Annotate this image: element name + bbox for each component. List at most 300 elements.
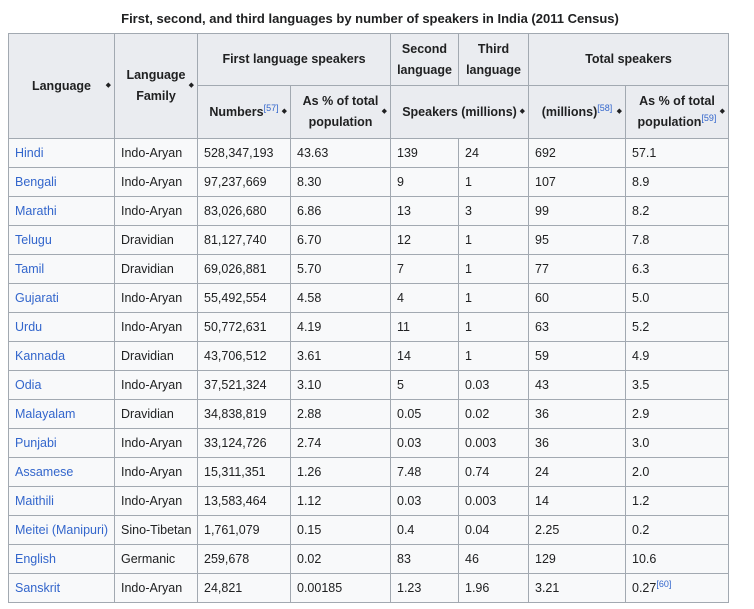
cell-family [115,139,198,168]
cell-second-language-value: 7 [397,262,404,276]
table-row [9,371,729,400]
cell-first-pct-value: 3.61 [297,349,322,363]
language-link[interactable]: Malayalam [15,407,76,421]
cell-first-numbers-value: 1,761,079 [204,523,260,537]
cell-third-language-value: 1 [465,320,472,334]
cell-total-millions-value: 36 [535,436,549,450]
cell-language [9,342,115,371]
cell-language [9,284,115,313]
header-total-pct-label: As % of total population [637,94,715,129]
cell-total-pct [626,255,729,284]
cell-third-language-value: 0.03 [465,378,490,392]
sort-icon[interactable]: ◆ [281,108,287,115]
cell-first-pct-value: 0.00185 [297,581,343,595]
cell-third-language-value: 1 [465,175,472,189]
cell-first-pct-value: 3.10 [297,378,322,392]
cell-total-pct [626,168,729,197]
cell-third-language [459,574,529,603]
cell-first-numbers-value: 55,492,554 [204,291,267,305]
language-link[interactable]: Sanskrit [15,581,61,595]
cell-total-millions-value: 107 [535,175,556,189]
cell-second-language [391,313,459,342]
cell-total-millions-value: 43 [535,378,549,392]
cell-first-numbers [198,458,291,487]
cell-first-numbers [198,139,291,168]
cell-first-pct [291,429,391,458]
cell-first-numbers-value: 528,347,193 [204,146,274,160]
cell-total-pct-value: 2.9 [632,407,650,421]
cell-third-language-value: 1 [465,233,472,247]
cell-total-millions [529,168,626,197]
cell-first-numbers-value: 13,583,464 [204,494,267,508]
cell-third-language [459,516,529,545]
cell-second-language-value: 0.03 [397,494,422,508]
cell-total-millions [529,371,626,400]
cell-third-language-value: 1 [465,262,472,276]
header-total-pct[interactable] [626,86,729,139]
cell-family-value: Sino-Tibetan [121,523,192,537]
header-speakers-millions-label: Speakers (millions) [402,104,517,119]
cell-language [9,487,115,516]
cell-family-value: Indo-Aryan [121,581,183,595]
cell-language [9,371,115,400]
language-link[interactable]: Marathi [15,204,57,218]
header-numbers-label: Numbers [209,104,264,119]
header-language-family-label: Language Family [126,68,186,103]
cell-first-numbers [198,487,291,516]
sort-icon[interactable]: ◆ [616,108,622,115]
cell-second-language [391,139,459,168]
cell-family-value: Indo-Aryan [121,175,183,189]
cell-second-language-value: 5 [397,378,404,392]
cell-third-language-value: 3 [465,204,472,218]
cell-total-millions-value: 24 [535,465,549,479]
cell-first-pct-value: 5.70 [297,262,322,276]
cell-family-value: Germanic [121,552,176,566]
citation-ref[interactable]: [58] [597,102,613,113]
cell-language [9,168,115,197]
cell-second-language [391,429,459,458]
cell-third-language-value: 46 [465,552,479,566]
cell-first-numbers [198,371,291,400]
cell-second-language [391,516,459,545]
cell-family-value: Dravidian [121,407,174,421]
cell-first-pct-value: 8.30 [297,175,322,189]
cell-first-numbers-value: 50,772,631 [204,320,267,334]
cell-second-language [391,197,459,226]
cell-total-pct [626,342,729,371]
cell-first-pct [291,458,391,487]
cell-second-language [391,458,459,487]
table-row [9,139,729,168]
cell-language [9,574,115,603]
cell-first-pct [291,574,391,603]
cell-family [115,400,198,429]
cell-first-pct [291,342,391,371]
cell-family [115,574,198,603]
cell-family-value: Indo-Aryan [121,291,183,305]
cell-total-millions-value: 692 [535,146,556,160]
language-link[interactable]: Assamese [15,465,74,479]
cell-total-millions-value: 129 [535,552,556,566]
cell-total-pct [626,139,729,168]
cell-language [9,226,115,255]
cell-first-pct-value: 4.19 [297,320,322,334]
cell-first-numbers [198,516,291,545]
cell-second-language [391,545,459,574]
cell-total-millions-value: 14 [535,494,549,508]
cell-second-language-value: 7.48 [397,465,422,479]
cell-total-millions [529,574,626,603]
cell-total-pct-value: 5.0 [632,291,650,305]
language-link-qualifier[interactable]: (Manipuri) [51,523,109,537]
cell-third-language-value: 0.02 [465,407,490,421]
table-row [9,574,729,603]
table-row [9,516,729,545]
language-link[interactable]: Gujarati [15,291,59,305]
cell-first-numbers-value: 83,026,680 [204,204,267,218]
cell-third-language-value: 1.96 [465,581,490,595]
cell-third-language [459,313,529,342]
cell-third-language [459,342,529,371]
table-row [9,168,729,197]
cell-second-language-value: 83 [397,552,411,566]
cell-first-numbers-value: 24,821 [204,581,243,595]
cell-first-numbers-value: 69,026,881 [204,262,267,276]
cell-second-language-value: 11 [397,320,410,334]
cell-total-millions [529,458,626,487]
sort-icon[interactable]: ◆ [381,108,387,115]
cell-total-pct [626,226,729,255]
cell-family [115,284,198,313]
table-row [9,400,729,429]
cell-second-language-value: 0.4 [397,523,415,537]
cell-first-pct [291,516,391,545]
cell-third-language [459,458,529,487]
header-language-family[interactable] [115,34,198,139]
cell-first-pct [291,168,391,197]
cell-family [115,342,198,371]
cell-family-value: Indo-Aryan [121,465,183,479]
cell-total-pct [626,545,729,574]
cell-third-language [459,197,529,226]
languages-table [8,33,729,603]
language-link[interactable]: Punjabi [15,436,57,450]
cell-first-numbers [198,313,291,342]
cell-total-pct-value: 10.6 [632,552,657,566]
cell-first-pct-value: 6.86 [297,204,322,218]
cell-second-language-value: 9 [397,175,404,189]
cell-total-millions [529,516,626,545]
cell-first-numbers [198,197,291,226]
header-total-millions-label: (millions) [541,104,598,119]
cell-family [115,516,198,545]
cell-second-language [391,168,459,197]
cell-family [115,226,198,255]
cell-first-pct [291,284,391,313]
cell-total-pct [626,284,729,313]
cell-total-millions-value: 63 [535,320,549,334]
cell-family [115,458,198,487]
cell-second-language-value: 1.23 [397,581,422,595]
cell-third-language [459,400,529,429]
cell-first-numbers-value: 81,127,740 [204,233,267,247]
cell-family-value: Indo-Aryan [121,436,183,450]
cell-total-millions [529,400,626,429]
cell-first-pct [291,400,391,429]
cell-total-pct-value: 0.27 [632,581,657,595]
cell-third-language-value: 0.003 [465,436,497,450]
cell-first-pct [291,487,391,516]
cell-third-language [459,284,529,313]
cell-third-language [459,371,529,400]
cell-second-language [391,400,459,429]
cell-total-millions [529,255,626,284]
cell-total-pct-value: 3.0 [632,436,650,450]
cell-second-language [391,487,459,516]
cell-total-millions-value: 60 [535,291,549,305]
header-language[interactable] [9,34,115,139]
cell-second-language-value: 13 [397,204,411,218]
cell-first-numbers-value: 37,521,324 [204,378,267,392]
cell-total-pct [626,313,729,342]
cell-total-millions [529,487,626,516]
cell-language [9,429,115,458]
cell-first-numbers-value: 34,838,819 [204,407,267,421]
header-third-language: Third language [459,34,529,86]
header-total-millions[interactable] [529,86,626,139]
cell-third-language-value: 1 [465,291,472,305]
cell-second-language-value: 12 [397,233,411,247]
cell-total-pct [626,574,729,603]
language-link[interactable]: Maithili [15,494,54,508]
cell-family-value: Indo-Aryan [121,378,183,392]
table-row [9,255,729,284]
cell-third-language-value: 0.003 [465,494,497,508]
language-link[interactable]: Meitei (Manipuri) [15,523,109,537]
cell-family [115,487,198,516]
cell-first-pct [291,255,391,284]
cell-first-pct-value: 6.70 [297,233,322,247]
cell-total-pct-value: 8.2 [632,204,650,218]
cell-third-language [459,487,529,516]
cell-total-millions [529,429,626,458]
cell-third-language-value: 1 [465,349,472,363]
cell-first-pct-value: 4.58 [297,291,322,305]
cell-first-pct-value: 1.26 [297,465,322,479]
cell-family [115,545,198,574]
cell-family [115,313,198,342]
cell-family-value: Indo-Aryan [121,146,183,160]
header-first-language-speakers: First language speakers [198,34,391,86]
cell-total-millions-value: 3.21 [535,581,560,595]
cell-language [9,255,115,284]
cell-language [9,197,115,226]
table-row [9,197,729,226]
cell-first-pct [291,371,391,400]
cell-first-pct-value: 43.63 [297,146,329,160]
cell-family-value: Dravidian [121,262,174,276]
language-link[interactable]: Urdu [15,320,43,334]
cell-total-pct-value: 5.2 [632,320,650,334]
cell-total-pct [626,458,729,487]
sort-icon[interactable]: ◆ [719,108,725,115]
cell-second-language [391,574,459,603]
header-first-pct-label: As % of total population [302,94,379,129]
cell-first-numbers [198,342,291,371]
cell-total-pct [626,516,729,545]
cell-total-millions [529,545,626,574]
cell-total-millions [529,139,626,168]
cell-first-numbers-value: 43,706,512 [204,349,267,363]
cell-family [115,197,198,226]
cell-total-millions-value: 95 [535,233,549,247]
cell-first-pct [291,313,391,342]
cell-language [9,313,115,342]
cell-family-value: Dravidian [121,233,174,247]
cell-family-value: Indo-Aryan [121,494,183,508]
cell-total-millions [529,313,626,342]
cell-first-numbers-value: 97,237,669 [204,175,267,189]
cell-first-numbers [198,168,291,197]
cell-family [115,168,198,197]
cell-total-millions [529,226,626,255]
cell-total-pct-value: 1.2 [632,494,650,508]
cell-family [115,255,198,284]
cell-second-language-value: 14 [397,349,411,363]
header-language-label: Language [31,78,92,93]
table-caption: First, second, and third languages by number of speakers in India (2011 Census) [121,11,619,26]
sort-icon[interactable]: ◆ [519,108,525,115]
cell-first-pct [291,197,391,226]
cell-third-language [459,429,529,458]
cell-first-pct-value: 0.02 [297,552,322,566]
cell-first-numbers [198,255,291,284]
header-speakers-millions[interactable] [391,86,529,139]
cell-first-numbers-value: 259,678 [204,552,250,566]
header-numbers[interactable] [198,86,291,139]
cell-first-pct-value: 0.15 [297,523,322,537]
cell-second-language [391,226,459,255]
cell-family-value: Indo-Aryan [121,204,183,218]
cell-first-numbers [198,226,291,255]
cell-total-millions-value: 99 [535,204,549,218]
cell-family-value: Indo-Aryan [121,320,183,334]
cell-total-pct-value: 57.1 [632,146,657,160]
cell-language [9,545,115,574]
sort-icon[interactable]: ◆ [188,82,194,89]
cell-total-pct-value: 8.9 [632,175,650,189]
cell-first-numbers-value: 15,311,351 [204,465,266,479]
table-row [9,545,729,574]
citation-ref[interactable]: [59] [701,112,717,123]
citation-ref[interactable]: [60] [656,578,672,589]
table-row [9,458,729,487]
table-row [9,313,729,342]
cell-second-language-value: 139 [397,146,418,160]
cell-first-pct [291,226,391,255]
cell-total-millions-value: 77 [535,262,549,276]
cell-language [9,458,115,487]
cell-third-language [459,226,529,255]
cell-total-pct-value: 3.5 [632,378,650,392]
cell-total-pct-value: 4.9 [632,349,650,363]
cell-third-language-value: 24 [465,146,479,160]
cell-total-millions [529,284,626,313]
table-row [9,487,729,516]
table-body [9,139,729,603]
cell-total-pct [626,371,729,400]
cell-third-language [459,255,529,284]
cell-total-millions-value: 36 [535,407,549,421]
cell-family [115,429,198,458]
cell-total-millions-value: 59 [535,349,549,363]
cell-family [115,371,198,400]
language-link[interactable]: Hindi [15,146,44,160]
cell-total-millions [529,342,626,371]
cell-first-numbers-value: 33,124,726 [204,436,267,450]
language-link[interactable]: English [15,552,56,566]
cell-total-pct [626,487,729,516]
language-link[interactable]: Tamil [15,262,45,276]
language-link[interactable]: Bengali [15,175,57,189]
cell-total-pct-value: 7.8 [632,233,650,247]
cell-third-language [459,168,529,197]
cell-total-pct [626,197,729,226]
cell-total-pct-value: 0.2 [632,523,650,537]
language-link[interactable]: Odia [15,378,42,392]
header-total-speakers: Total speakers [529,34,729,86]
table-row [9,342,729,371]
sort-icon[interactable]: ◆ [105,82,111,89]
cell-first-pct-value: 2.88 [297,407,322,421]
cell-first-numbers [198,400,291,429]
language-link[interactable]: Kannada [15,349,66,363]
cell-first-numbers [198,545,291,574]
cell-second-language [391,371,459,400]
language-link[interactable]: Telugu [15,233,52,247]
cell-total-millions [529,197,626,226]
cell-first-numbers [198,429,291,458]
cell-family-value: Dravidian [121,349,174,363]
cell-language [9,400,115,429]
cell-third-language [459,139,529,168]
table-row [9,284,729,313]
cell-total-pct-value: 2.0 [632,465,650,479]
citation-ref[interactable]: [57] [263,102,279,113]
cell-first-pct-value: 1.12 [297,494,322,508]
cell-first-pct [291,545,391,574]
table-row [9,226,729,255]
cell-total-pct [626,429,729,458]
cell-language [9,516,115,545]
cell-second-language [391,255,459,284]
header-first-pct[interactable] [291,86,391,139]
cell-second-language-value: 0.03 [397,436,422,450]
cell-language [9,139,115,168]
table-row [9,429,729,458]
cell-total-pct [626,400,729,429]
cell-first-pct [291,139,391,168]
cell-third-language [459,545,529,574]
header-second-language: Second language [391,34,459,86]
cell-first-numbers [198,574,291,603]
cell-total-millions-value: 2.25 [535,523,560,537]
cell-second-language [391,284,459,313]
cell-second-language-value: 4 [397,291,404,305]
cell-total-pct-value: 6.3 [632,262,650,276]
cell-second-language-value: 0.05 [397,407,422,421]
